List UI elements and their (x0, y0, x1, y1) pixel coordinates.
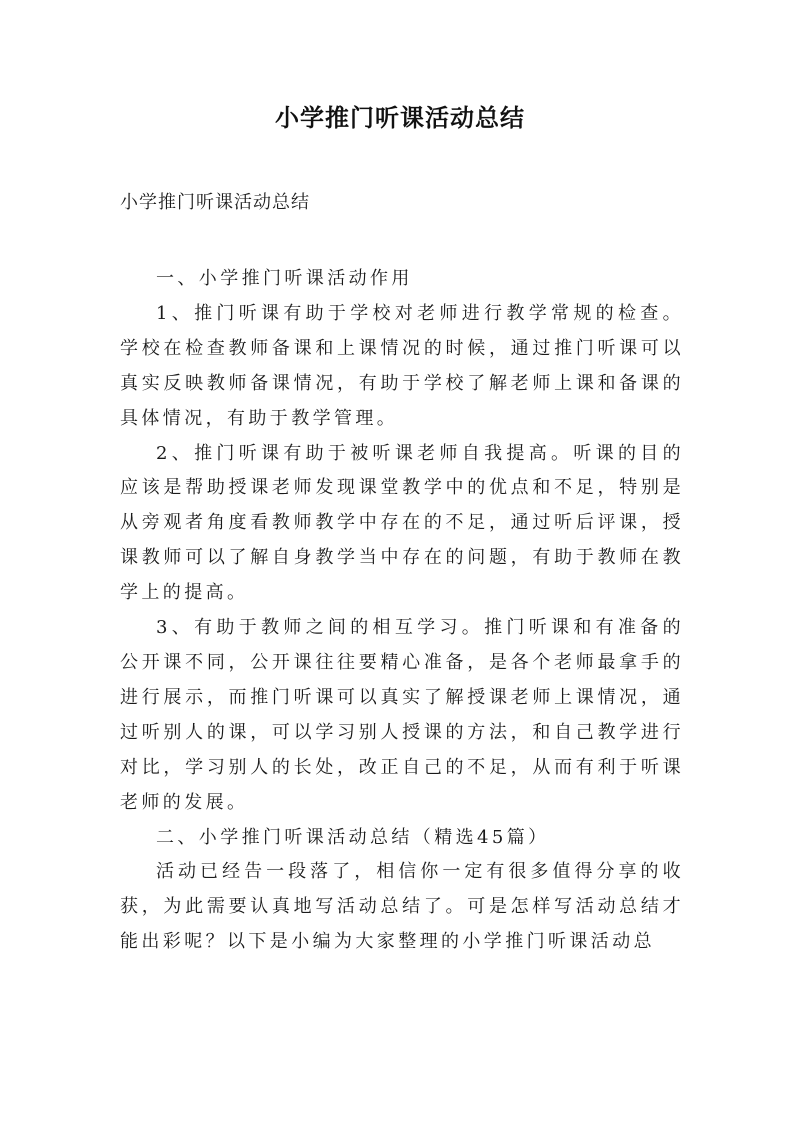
section-heading-2: 二、小学推门听课活动总结（精选45篇） (156, 826, 550, 848)
paragraph-1: 1、推门听课有助于学校对老师进行教学常规的检查。学校在检查教师备课和上课情况的时候，通过推门听课可以真实反映教师备课情况，有助于学校了解老师上课和备课的具体情况，有助于教学管理。 (120, 302, 684, 429)
document-title: 小学推门听课活动总结 (275, 104, 525, 132)
paragraph-4: 活动已经告一段落了，相信你一定有很多值得分享的收获，为此需要认真地写活动总结了。可是怎样写活动总结才能出彩呢？以下是小编为大家整理的小学推门听课活动总 (120, 861, 684, 953)
document-body (120, 262, 684, 960)
paragraph-2: 2、推门听课有助于被听课老师自我提高。听课的目的应该是帮助授课老师发现课堂教学中的优点和不足，特别是从旁观者角度看教师教学中存在的不足，通过听后评课，授课教师可以了解自身教学当中存在的问题，有助于教师在教学上的提高。 (120, 442, 684, 604)
paragraph-3: 3、有助于教师之间的相互学习。推门听课和有准备的公开课不同，公开课往往要精心准备，是各个老师最拿手的进行展示，而推门听课可以真实了解授课老师上课情况，通过听别人的课，可以学习别人授课的方法，和自己教学进行对比，学习别人的长处，改正自己的不足，从而有利于听课老师的发展。 (120, 617, 684, 813)
section-heading-1: 一、小学推门听课活动作用 (156, 268, 413, 289)
document-subtitle: 小学推门听课活动总结 (120, 192, 310, 213)
